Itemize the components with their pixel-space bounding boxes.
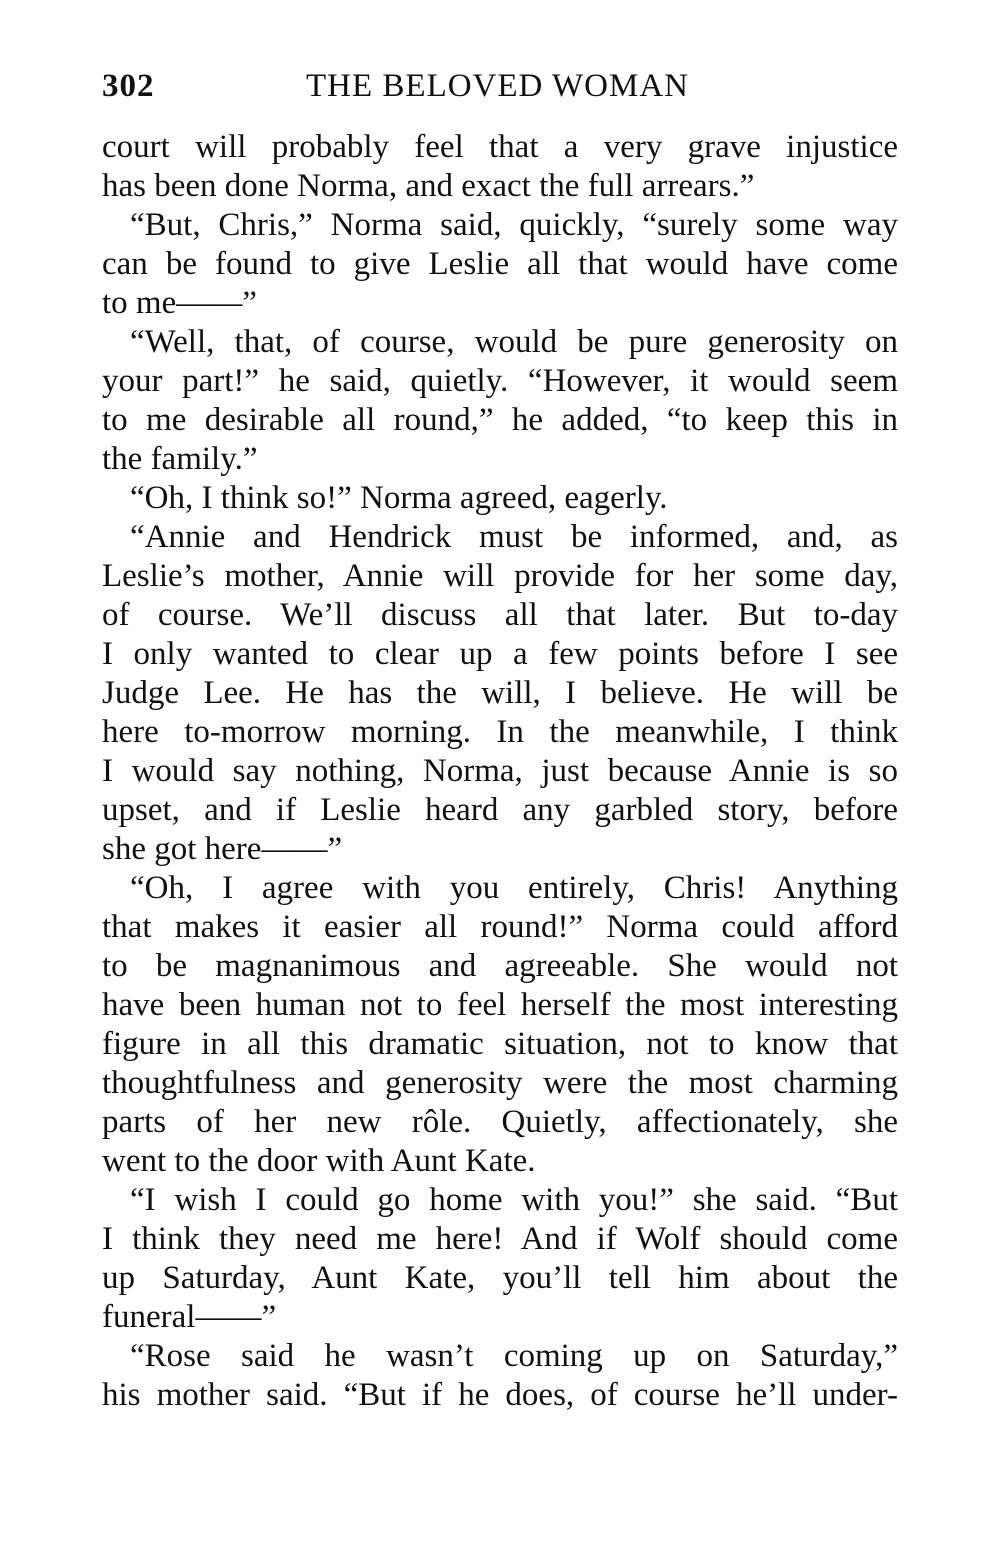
text-line: can be found to give Leslie all that would have come: [102, 246, 898, 282]
text-line: to me desirable all round,” he added, “to keep this in: [102, 402, 898, 438]
text-line: I think they need me here! And if Wolf should come: [102, 1221, 898, 1257]
text-line: his mother said. “But if he does, of course he’ll under-: [102, 1377, 898, 1413]
text-line: has been done Norma, and exact the full arrears.”: [102, 168, 755, 204]
text-line: to be magnanimous and agreeable. She would not: [102, 948, 898, 984]
text-line: court will probably feel that a very grave injustice: [102, 129, 898, 165]
text-line: Leslie’s mother, Annie will provide for her some day,: [102, 558, 898, 594]
running-title: THE BELOVED WOMAN: [306, 68, 690, 104]
text-line: have been human not to feel herself the most interesting: [102, 987, 898, 1023]
text-line: your part!” he said, quietly. “However, it would seem: [102, 363, 898, 399]
page-header: [102, 68, 898, 118]
body-text: [102, 128, 898, 1415]
text-line: I only wanted to clear up a few points before I see: [102, 636, 898, 672]
text-line: went to the door with Aunt Kate.: [102, 1143, 536, 1179]
text-line: I would say nothing, Norma, just because Annie is so: [102, 753, 898, 789]
text-line: parts of her new rôle. Quietly, affectionately, she: [102, 1104, 898, 1140]
text-line: up Saturday, Aunt Kate, you’ll tell him about the: [102, 1260, 898, 1296]
page-number: 302: [102, 68, 155, 104]
text-line: “Oh, I agree with you entirely, Chris! Anything: [130, 870, 898, 906]
text-line: upset, and if Leslie heard any garbled story, before: [102, 792, 898, 828]
text-line: “Well, that, of course, would be pure generosity on: [130, 324, 898, 360]
text-line: “But, Chris,” Norma said, quickly, “surely some way: [130, 207, 898, 243]
text-line: she got here——”: [102, 831, 343, 867]
text-line: Judge Lee. He has the will, I believe. He will be: [102, 675, 898, 711]
text-line: “Oh, I think so!” Norma agreed, eagerly.: [130, 480, 668, 516]
text-line: “I wish I could go home with you!” she said. “But: [130, 1182, 898, 1218]
text-line: to me——”: [102, 285, 257, 321]
text-line: the family.”: [102, 441, 258, 477]
text-line: funeral——”: [102, 1299, 277, 1335]
text-line: “Annie and Hendrick must be informed, and, as: [130, 519, 898, 555]
text-line: thoughtfulness and generosity were the most charming: [102, 1065, 898, 1101]
text-line: “Rose said he wasn’t coming up on Saturday,”: [130, 1338, 898, 1374]
text-line: of course. We’ll discuss all that later. But to-day: [102, 597, 898, 633]
text-line: here to-morrow morning. In the meanwhile, I think: [102, 714, 898, 750]
text-line: that makes it easier all round!” Norma could afford: [102, 909, 898, 945]
text-line: figure in all this dramatic situation, not to know that: [102, 1026, 898, 1062]
